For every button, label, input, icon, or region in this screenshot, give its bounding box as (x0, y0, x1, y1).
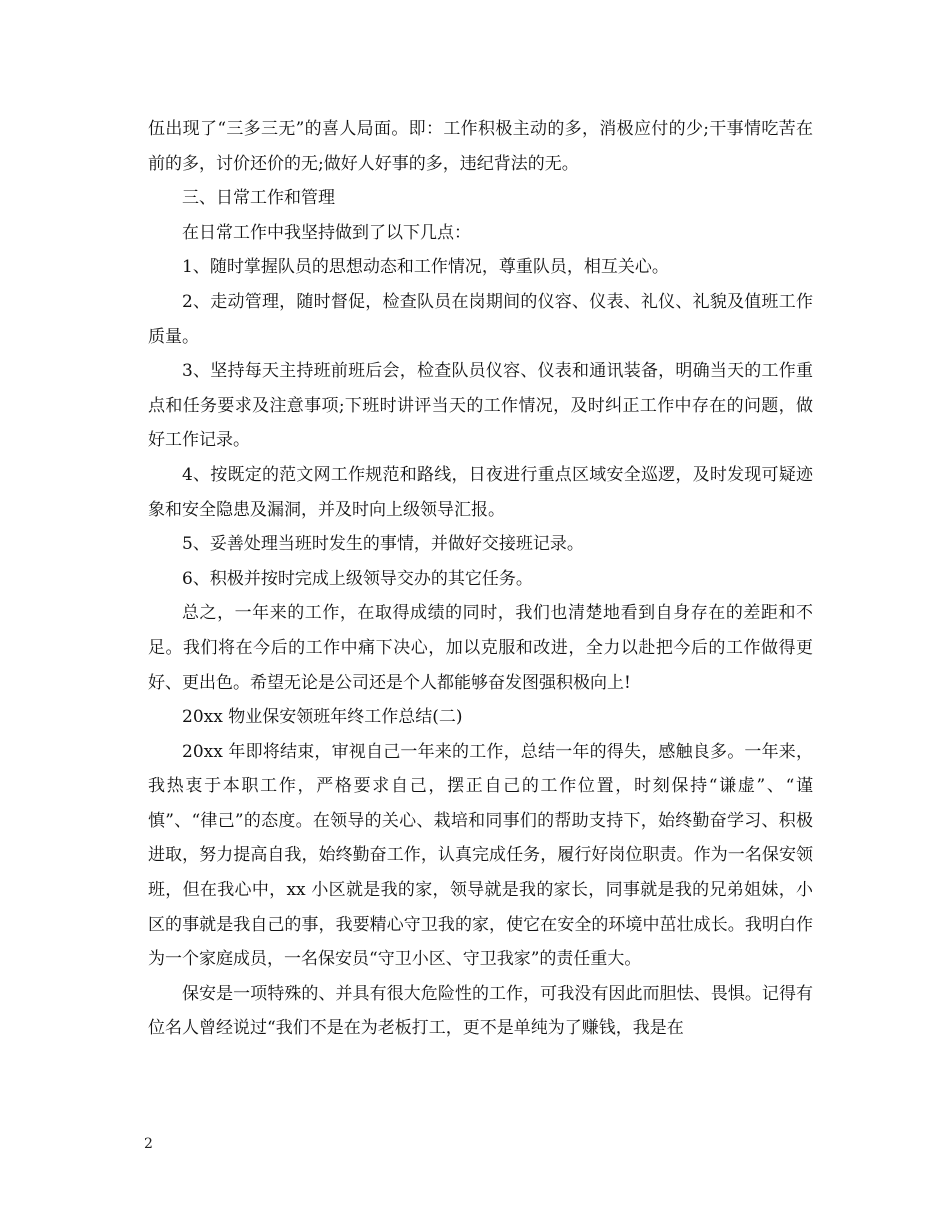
section-heading: 三、日常工作和管理 (182, 188, 335, 209)
list-item: 6、积极并按时完成上级领导交办的其它任务。 (182, 568, 533, 589)
paragraph: 在日常工作中我坚持做到了以下几点： (182, 222, 471, 243)
page-number: 2 (144, 1136, 153, 1152)
paragraph: 保安是一项特殊的、并具有很大危险性的工作，可我没有因此而胆怯、畏惧。记得有位名人曾经说过“我们不是在为老板打工，更不是单纯为了赚钱，我是在 (148, 983, 813, 1039)
list-item: 5、妥善处理当班时发生的事情，并做好交接班记录。 (182, 534, 584, 555)
paragraph: 总之，一年来的工作，在取得成绩的同时，我们也清楚地看到自身存在的差距和不足。我们将在今后的工作中痛下决心，加以克服和改进，全力以赴把今后的工作做得更好、更出色。希望无论是公司还是个人都能够奋发图强积极向上! (148, 603, 813, 693)
paragraph: 伍出现了“三多三无”的喜人局面。即：工作积极主动的多，消极应付的少;干事情吃苦在前的多，讨价还价的无;做好人好事的多，违纪背法的无。 (148, 119, 813, 174)
paragraph: 20xx 年即将结束，审视自己一年来的工作，总结一年的得失，感触良多。一年来，我热衷于本职工作，严格要求自己，摆正自己的工作位置，时刻保持“谦虚”、“谨慎”、“律己”的态度。在领导的关心、栽培和同事们的帮助支持下，始终勤奋学习、积极进取，努力提高自我，始终勤奋工作，认真完成任务，履行好岗位职责。作为一名保安领班，但在我心中，xx 小区就是我的家，领导就是我的家长，同事就是我的兄弟姐妹，小区的事就是我自己的事，我要精心守卫我的家，使它在安全的环境中茁壮成长。我明白作为一个家庭成员，一名保安员“守卫小区、守卫我家”的责任重大。 (148, 741, 813, 970)
document-body (148, 112, 813, 1046)
list-item: 3、坚持每天主持班前班后会，检查队员仪容、仪表和通讯装备，明确当天的工作重点和任务要求及注意事项;下班时讲评当天的工作情况，及时纠正工作中存在的问题，做好工作记录。 (148, 361, 813, 451)
list-item: 1、随时掌握队员的思想动态和工作情况，尊重队员，相互关心。 (182, 257, 669, 278)
list-item: 4、按既定的范文网工作规范和路线，日夜进行重点区域安全巡逻，及时发现可疑迹象和安全隐患及漏洞，并及时向上级领导汇报。 (148, 464, 813, 520)
list-item: 2、走动管理，随时督促，检查队员在岗期间的仪容、仪表、礼仪、礼貌及值班工作质量。 (148, 291, 813, 347)
section-title: 20xx 物业保安领班年终工作总结(二) (182, 707, 463, 728)
